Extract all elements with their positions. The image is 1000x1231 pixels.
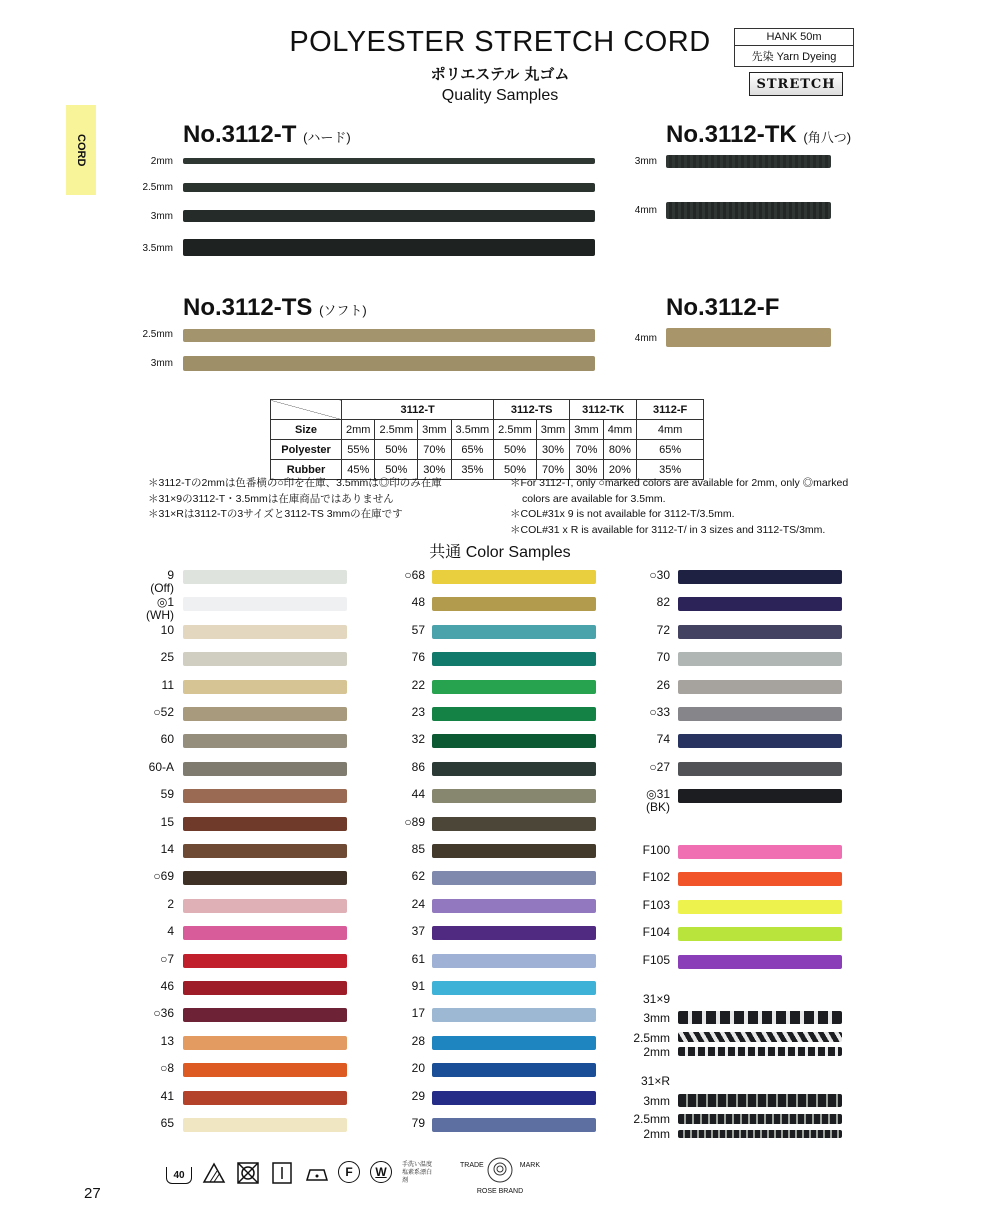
color-swatch <box>183 625 347 639</box>
color-swatch <box>678 625 842 639</box>
color-label: 82 <box>656 595 670 610</box>
color-label: F105 <box>642 952 670 967</box>
table-row-label: Rubber <box>271 460 342 480</box>
color-label: 79 <box>411 1116 425 1130</box>
color-label: 41 <box>160 1088 174 1103</box>
color-label: 26 <box>656 677 670 692</box>
special-title-31x9: 31×9 <box>642 992 670 1006</box>
cord-sample <box>183 239 595 256</box>
color-label: 59 <box>160 787 174 802</box>
note-line: ＊COL#31 x R is available for 3112-T/ in 3 sizes and 3112-TS/3mm. <box>510 523 826 536</box>
color-label: 28 <box>411 1033 425 1048</box>
table-cell: 70% <box>536 460 569 480</box>
product-name: No.3112-F <box>666 294 780 321</box>
color-label: 2 <box>167 896 174 911</box>
page-subtitle-jp: ポリエステル 丸ゴム <box>430 65 570 83</box>
pattern-31x9-sample <box>678 1011 842 1024</box>
table-cell: 55% <box>342 440 375 460</box>
table-cell: 2mm <box>342 420 375 440</box>
color-swatch <box>678 734 842 748</box>
color-swatch <box>183 1118 347 1132</box>
color-swatch <box>432 981 596 995</box>
size-label: 3mm <box>150 358 173 369</box>
yarn-dyeing: 先染 Yarn Dyeing <box>751 51 837 63</box>
color-label: 20 <box>411 1061 425 1076</box>
pattern-31xr-sample <box>678 1094 842 1107</box>
note-line: ＊For 3112-T, only ○marked colors are available for 2mm, only ◎marked <box>510 477 849 489</box>
cord-sample <box>183 158 595 164</box>
table-cell: 65% <box>637 440 704 460</box>
cord-sample <box>183 210 595 222</box>
color-swatch <box>183 1091 347 1105</box>
color-swatch <box>183 981 347 995</box>
color-swatch <box>678 652 842 666</box>
product-3112-t-heading <box>183 121 351 149</box>
color-label: ○52 <box>153 705 174 719</box>
color-swatch <box>432 762 596 776</box>
color-label: 86 <box>411 759 425 774</box>
color-swatch <box>183 871 347 885</box>
product-suffix: (ハード) <box>303 130 351 145</box>
color-label: 37 <box>411 924 425 939</box>
color-label: ○7 <box>160 951 174 966</box>
color-swatch <box>432 926 596 940</box>
cord-sample <box>183 183 595 192</box>
size-label: 3mm <box>634 156 657 167</box>
color-swatch <box>678 680 842 694</box>
size-label: 2.5mm <box>142 182 173 193</box>
no-tumble-dry-icon <box>236 1161 260 1185</box>
color-label: 10 <box>160 622 174 637</box>
color-label: 24 <box>411 896 425 911</box>
table-cell: 50% <box>494 440 537 460</box>
color-label: 72 <box>656 622 670 637</box>
color-label: 76 <box>411 650 425 665</box>
side-tab-label: CORD <box>75 133 87 167</box>
pattern-31x9-sample <box>678 1032 842 1042</box>
color-label: 11 <box>161 677 174 692</box>
table-cell: 50% <box>375 460 418 480</box>
stretch-logo: STRETCH <box>749 72 843 96</box>
color-swatch <box>432 899 596 913</box>
color-swatch <box>432 625 596 639</box>
color-swatch <box>678 845 842 859</box>
table-cell: 2.5mm <box>494 420 537 440</box>
color-swatch <box>432 789 596 803</box>
color-swatch <box>183 899 347 913</box>
table-cell: 3mm <box>418 420 451 440</box>
special-size-label: 3mm <box>643 1011 670 1025</box>
hank-length: HANK 50m <box>735 29 853 46</box>
page-subtitle-en: Quality Samples <box>441 87 559 104</box>
color-swatch <box>183 954 347 968</box>
color-swatch <box>183 926 347 940</box>
color-label: 32 <box>411 732 425 747</box>
color-swatch <box>678 597 842 611</box>
product-name: No.3112-T <box>183 121 297 148</box>
color-label: ◎1 <box>156 595 174 610</box>
color-swatch <box>432 1008 596 1022</box>
hank-info-box <box>734 28 854 67</box>
cord-sample <box>666 155 831 168</box>
table-group-header: 3112-TS <box>494 400 570 420</box>
special-size-label: 2mm <box>643 1127 670 1141</box>
color-swatch <box>183 844 347 858</box>
color-label: 57 <box>411 622 425 637</box>
pattern-31xr-sample <box>678 1130 842 1138</box>
composition-table <box>270 399 704 480</box>
table-cell: 35% <box>637 460 704 480</box>
table-row <box>271 420 704 440</box>
color-swatch <box>678 927 842 941</box>
color-label: ○33 <box>649 705 670 719</box>
trademark-left: TRADE <box>460 1162 484 1169</box>
page-title: POLYESTER STRETCH CORD <box>289 26 711 58</box>
table-cell: 35% <box>451 460 494 480</box>
color-swatch <box>432 1063 596 1077</box>
bleach-icon <box>202 1161 226 1185</box>
color-label: 70 <box>656 650 670 665</box>
color-swatch <box>432 734 596 748</box>
color-label: 22 <box>411 677 425 692</box>
notes-jp <box>148 476 498 523</box>
color-label: F103 <box>642 897 670 912</box>
rose-brand-trademark <box>460 1156 540 1210</box>
color-swatch <box>183 570 347 584</box>
table-cell: 3.5mm <box>451 420 494 440</box>
product-name: No.3112-TS <box>183 294 313 321</box>
table-cell: 80% <box>603 440 636 460</box>
color-label: ○36 <box>153 1006 174 1021</box>
pattern-31xr-sample <box>678 1114 842 1124</box>
table-row <box>271 440 704 460</box>
color-label: F104 <box>642 925 670 940</box>
color-samples-title: 共通 Color Samples <box>429 544 571 561</box>
size-label: 2.5mm <box>142 329 173 340</box>
table-cell: 50% <box>494 460 537 480</box>
product-3112-tk-heading <box>666 121 851 149</box>
wet-clean-w-icon: W <box>370 1161 392 1183</box>
color-swatch <box>432 652 596 666</box>
color-swatch <box>432 680 596 694</box>
color-swatch <box>432 1091 596 1105</box>
note-line: ＊31×9の3112-T・3.5mmは在庫商品ではありません <box>148 492 394 505</box>
color-label: ○69 <box>153 869 174 884</box>
line-dry-icon <box>270 1161 294 1185</box>
cord-sample <box>183 329 595 342</box>
special-size-label: 2.5mm <box>633 1112 670 1126</box>
cord-sample <box>666 202 831 219</box>
color-swatch <box>183 734 347 748</box>
color-swatch <box>432 570 596 584</box>
color-swatch <box>183 1063 347 1077</box>
table-cell: 50% <box>375 440 418 460</box>
color-sublabel: (Off) <box>150 581 174 595</box>
color-label: 23 <box>411 705 425 719</box>
color-swatch <box>678 789 842 803</box>
table-group-header: 3112-F <box>637 400 704 420</box>
table-cell: 70% <box>570 440 603 460</box>
color-swatch <box>183 789 347 803</box>
color-label: 46 <box>160 979 174 993</box>
rose-icon <box>486 1156 514 1184</box>
note-line: ＊3112-Tの2mmは色番横の○印を在庫、3.5mmは◎印のみ在庫 <box>148 477 442 489</box>
color-label: 60 <box>160 732 174 747</box>
special-size-label: 2mm <box>643 1045 670 1059</box>
color-swatch <box>678 955 842 969</box>
product-name: No.3112-TK <box>666 121 797 148</box>
color-label: 29 <box>411 1088 425 1103</box>
color-swatch <box>678 707 842 721</box>
color-label: F100 <box>642 843 670 857</box>
cord-sample <box>183 356 595 371</box>
dry-clean-f-icon: F <box>338 1161 360 1183</box>
color-label: ◎31 <box>646 787 670 802</box>
color-label: ○89 <box>404 814 425 829</box>
table-cell: 30% <box>536 440 569 460</box>
size-label: 2mm <box>150 156 173 167</box>
note-line: colors are available for 3.5mm. <box>522 492 666 505</box>
note-line: ＊COL#31x 9 is not available for 3112-T/3.5mm. <box>510 508 735 520</box>
color-label: ○30 <box>649 568 670 582</box>
table-cell: 3mm <box>536 420 569 440</box>
product-suffix: (ソフト) <box>319 303 367 318</box>
table-cell: 45% <box>342 460 375 480</box>
color-label: 15 <box>160 814 174 829</box>
product-3112-f-heading <box>666 294 779 322</box>
color-swatch <box>183 1036 347 1050</box>
color-swatch <box>183 762 347 776</box>
color-label: 91 <box>411 979 425 993</box>
wash-40-icon: 40 <box>166 1167 192 1184</box>
color-swatch <box>432 597 596 611</box>
table-cell: 70% <box>418 440 451 460</box>
special-size-label: 3mm <box>643 1094 670 1108</box>
color-swatch <box>183 597 347 611</box>
color-swatch <box>183 652 347 666</box>
table-group-header: 3112-T <box>342 400 494 420</box>
color-label: 13 <box>160 1033 174 1048</box>
color-label: 48 <box>411 595 425 610</box>
color-label: 74 <box>656 732 670 747</box>
color-label: 25 <box>160 650 174 665</box>
color-label: 44 <box>411 787 425 802</box>
color-label: 4 <box>167 924 174 939</box>
color-label: 62 <box>411 869 425 884</box>
special-title-31xr: 31×R <box>640 1074 670 1088</box>
color-swatch <box>183 680 347 694</box>
color-swatch <box>183 707 347 721</box>
table-row-label: Polyester <box>271 440 342 460</box>
size-label: 4mm <box>634 333 657 344</box>
color-label: F102 <box>642 870 670 885</box>
table-cell: 4mm <box>637 420 704 440</box>
special-size-label: 2.5mm <box>633 1031 670 1045</box>
note-line: ＊31×Rは3112-Tの3サイズと3112-TS 3mmの在庫です <box>148 508 403 520</box>
notes-en <box>510 476 880 538</box>
care-icons <box>166 1161 436 1185</box>
product-suffix: (角八つ) <box>803 130 852 145</box>
color-label: 9 <box>167 568 174 582</box>
color-swatch <box>678 570 842 584</box>
size-label: 3.5mm <box>142 243 173 254</box>
table-cell: 4mm <box>603 420 636 440</box>
table-cell: 2.5mm <box>375 420 418 440</box>
iron-icon <box>304 1161 328 1185</box>
table-cell: 65% <box>451 440 494 460</box>
color-label: 17 <box>411 1006 425 1021</box>
cord-sample <box>666 328 831 347</box>
color-label: 65 <box>160 1116 174 1130</box>
color-sublabel: (BK) <box>646 800 670 815</box>
color-swatch <box>183 817 347 831</box>
table-header-row <box>271 400 704 420</box>
color-label: ○8 <box>160 1061 174 1076</box>
pattern-31x9-sample <box>678 1047 842 1056</box>
color-label: 61 <box>411 951 425 966</box>
color-label: 14 <box>160 842 174 856</box>
table-cell: 30% <box>570 460 603 480</box>
color-swatch <box>432 954 596 968</box>
table-cell: 30% <box>418 460 451 480</box>
color-swatch <box>432 1118 596 1132</box>
color-swatch <box>432 817 596 831</box>
trademark-right: MARK <box>519 1162 540 1169</box>
color-label: 60-A <box>148 759 174 774</box>
color-swatch <box>432 871 596 885</box>
color-label: ○27 <box>649 759 670 774</box>
color-swatch <box>678 872 842 886</box>
side-tab <box>66 105 96 195</box>
size-label: 4mm <box>634 205 657 216</box>
table-cell: 20% <box>603 460 636 480</box>
color-swatch <box>678 762 842 776</box>
color-label: ○68 <box>404 568 425 582</box>
product-3112-ts-heading <box>183 294 367 322</box>
table-cell: 3mm <box>570 420 603 440</box>
size-label: 3mm <box>150 211 173 222</box>
color-label: 85 <box>411 842 425 856</box>
color-sublabel: (WH) <box>146 608 174 623</box>
color-swatch <box>432 844 596 858</box>
brand-name: ROSE BRAND <box>476 1188 524 1195</box>
table-corner-cell <box>271 400 342 420</box>
table-row-label: Size <box>271 420 342 440</box>
color-swatch <box>432 707 596 721</box>
color-swatch <box>678 900 842 914</box>
color-swatch <box>183 1008 347 1022</box>
care-text: 手洗い温度 塩素系漂白剤 <box>402 1162 433 1184</box>
color-swatch <box>432 1036 596 1050</box>
table-group-header: 3112-TK <box>570 400 637 420</box>
page-number: 27 <box>84 1185 101 1202</box>
